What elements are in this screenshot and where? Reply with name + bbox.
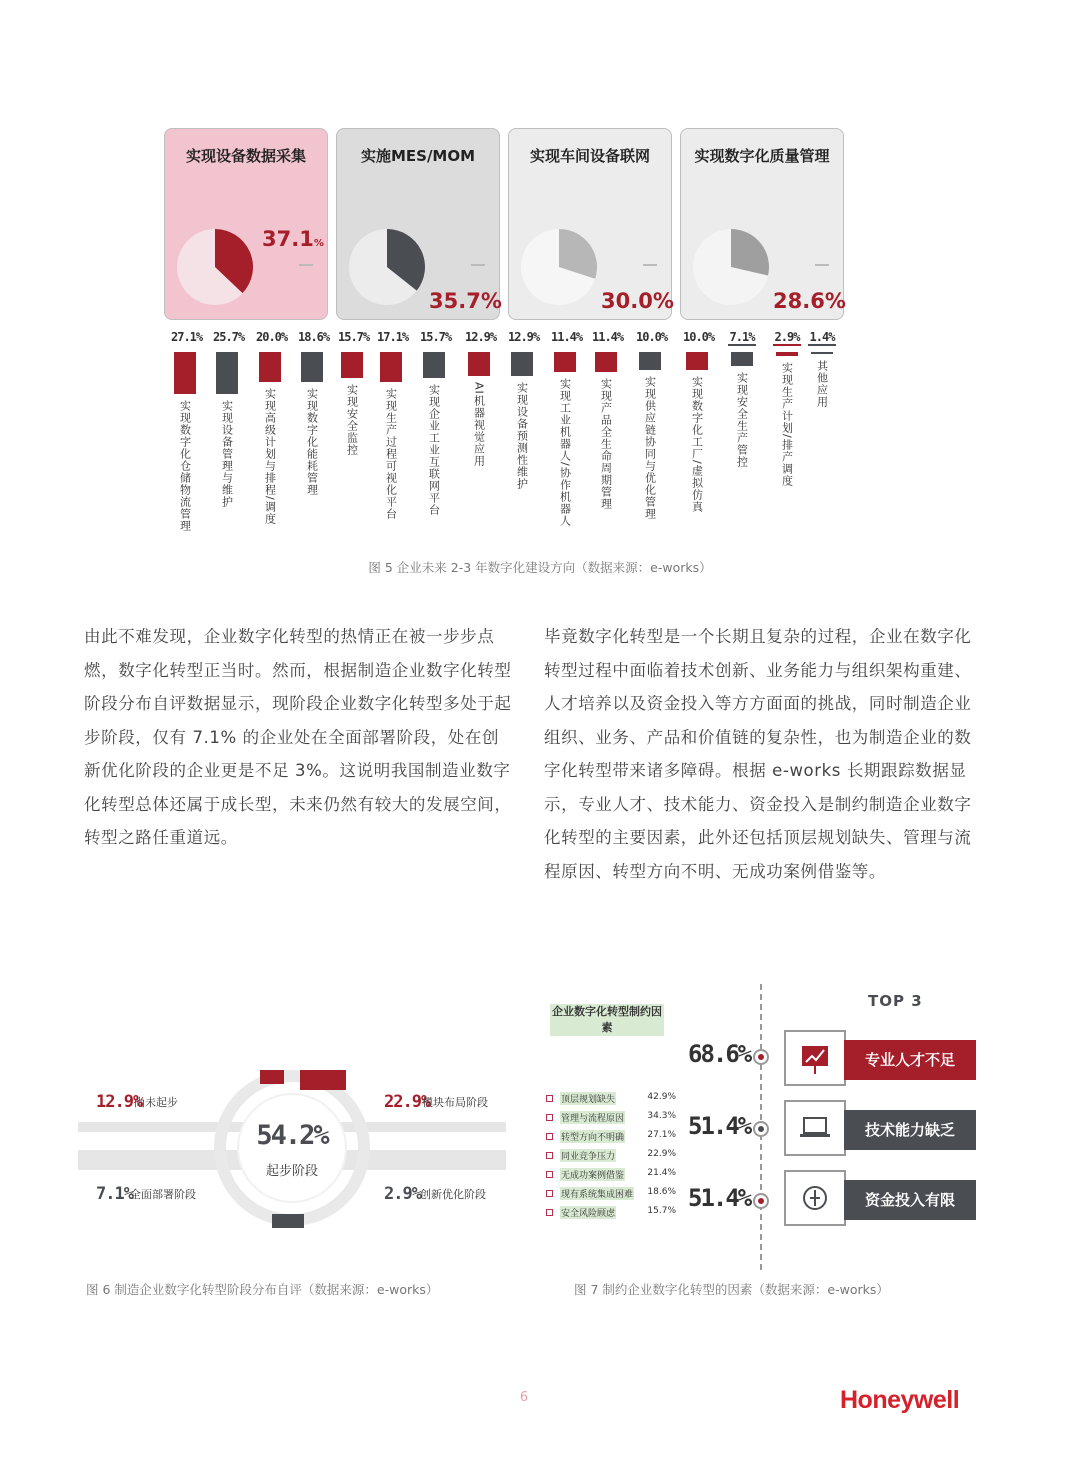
bar-label: 实现数字化工厂/虚拟仿真	[690, 376, 704, 513]
stage-full-deploy-pct: 7.1%	[96, 1184, 133, 1204]
bar-percent: 12.9%	[465, 330, 497, 344]
factor-row	[546, 1130, 676, 1144]
top3-node	[753, 1193, 769, 1209]
bar-percent: 15.7%	[420, 330, 452, 344]
fig6-ring-segment-b	[300, 1070, 346, 1090]
bar-rect	[423, 352, 445, 378]
top2-percent: 51.4%	[688, 1112, 751, 1140]
bar-label: 实现数字化仓储物流管理	[178, 400, 192, 532]
bar-percent: 12.9%	[508, 330, 540, 344]
bar-item	[465, 330, 497, 517]
factor-row	[546, 1168, 676, 1182]
bar-rect	[639, 352, 661, 370]
factor-marker	[546, 1114, 553, 1121]
bar-label: 实现供应链协同与优化管理	[643, 376, 657, 520]
factor-value: 42.9%	[647, 1092, 676, 1102]
card-dash	[471, 264, 485, 266]
factor-value: 34.3%	[647, 1111, 676, 1121]
bar-label: 实现生产计划/排产调度	[780, 362, 794, 487]
bar-item	[338, 330, 370, 519]
top3-box	[784, 1170, 976, 1226]
bar-label: 实现数字化能耗管理	[305, 388, 319, 496]
top2-box	[784, 1100, 976, 1156]
card-percent: 37.1%	[262, 227, 324, 251]
factor-value: 22.9%	[647, 1149, 676, 1159]
bar-label: 实现安全生产管控	[735, 372, 749, 468]
bar-percent: 7.1%	[729, 330, 755, 344]
bar-label: 实现生产过程可视化平台	[384, 388, 398, 520]
factor-value: 21.4%	[647, 1168, 676, 1178]
bar-rect	[511, 352, 533, 376]
bar-item	[773, 330, 801, 512]
bar-item	[508, 330, 540, 547]
bar-label: 实现产品全生命周期管理	[599, 378, 613, 510]
bar-rect	[341, 352, 363, 378]
stage-innovation-pct: 2.9%	[384, 1184, 421, 1204]
bar-rect	[776, 352, 798, 356]
bar-item	[213, 330, 245, 510]
card-workshop-network	[508, 128, 672, 320]
laptop-icon	[784, 1100, 846, 1156]
card-pie	[347, 227, 427, 307]
card-percent: 35.7%	[429, 289, 502, 313]
bar-label: 实现安全监控	[345, 384, 359, 456]
fig6-ring-segment-c	[272, 1214, 304, 1228]
factor-value: 18.6%	[647, 1187, 676, 1197]
card-dash	[815, 264, 829, 266]
top3-label: 资金投入有限	[844, 1180, 976, 1220]
stage-not-started-pct: 12.9%	[96, 1092, 143, 1112]
factor-name: 管理与流程原因	[560, 1111, 625, 1124]
bar-rect	[731, 352, 753, 366]
card-pie	[519, 227, 599, 307]
fig6-center-percent: 54.2%	[256, 1120, 328, 1151]
factor-name: 顶层规划缺失	[560, 1092, 616, 1105]
bar-item	[377, 330, 409, 563]
card-pie	[691, 227, 771, 307]
bar-percent: 11.4%	[592, 330, 624, 344]
bar-percent: 17.1%	[377, 330, 409, 344]
stage-module-label: 模块布局阶段	[422, 1096, 488, 1109]
fig7-title: 企业数字化转型制约因素	[552, 1005, 662, 1034]
honeywell-logo: Honeywell	[840, 1386, 960, 1414]
bar-item	[808, 330, 836, 450]
card-title: 实施MES/MOM	[360, 147, 476, 165]
top2-label: 技术能力缺乏	[844, 1110, 976, 1150]
top2-node	[753, 1121, 769, 1137]
card-device-data-collection	[164, 128, 328, 320]
factor-marker	[546, 1152, 553, 1159]
card-quality-management	[680, 128, 844, 320]
bar-item	[728, 330, 756, 492]
bar-label: 实现设备管理与维护	[220, 400, 234, 508]
bar-rect	[216, 352, 238, 394]
factor-row	[546, 1187, 676, 1201]
top1-label: 专业人才不足	[844, 1040, 976, 1080]
bar-percent: 25.7%	[213, 330, 245, 344]
factor-name: 同业竞争压力	[560, 1149, 616, 1162]
fig7-top-label: TOP 3	[868, 992, 923, 1010]
factor-marker	[546, 1133, 553, 1140]
card-percent: 28.6%	[773, 289, 846, 313]
factor-row	[546, 1111, 676, 1125]
stage-not-started-label: 尚未起步	[134, 1096, 178, 1109]
body-paragraph-right: 毕竟数字化转型是一个长期且复杂的过程，企业在数字化转型过程中面临着技术创新、业务能力与组织架构重建、人才培养以及资金投入等方方面面的挑战，同时制造企业组织、业务、产品和价值链的复杂性，也为制造企业的数字化转型带来诸多障碍。根据 e-works 长期跟踪数据显示，专业人才、技术能力、资金投入是制约制造企业数字化转型的主要因素，此外还包括顶层规划缺失、管理与流程原因、转型方向不明、无成功案例借鉴等。	[544, 627, 972, 881]
factor-row	[546, 1092, 676, 1106]
bar-item	[171, 330, 203, 555]
factor-name: 现有系统集成困难	[560, 1187, 634, 1200]
bar-percent: 18.6%	[298, 330, 330, 344]
bar-percent: 15.7%	[338, 330, 370, 344]
bar-rect	[554, 352, 576, 372]
bar-percent: 10.0%	[636, 330, 668, 344]
card-pie	[175, 227, 255, 307]
card-dash	[299, 264, 313, 266]
factor-marker	[546, 1171, 553, 1178]
bar-rect	[686, 352, 708, 370]
bar-label: 实现工业机器人/协作机器人	[558, 378, 572, 527]
stage-innovation-label: 创新优化阶段	[420, 1188, 486, 1201]
factor-row	[546, 1206, 676, 1220]
bar-percent: 20.0%	[256, 330, 288, 344]
fig7-caption: 图 7 制约企业数字化转型的因素（数据来源：e-works）	[574, 1282, 889, 1297]
card-title: 实现车间设备联网	[529, 147, 650, 165]
factor-marker	[546, 1209, 553, 1216]
bar-rect	[259, 352, 281, 382]
top1-box	[784, 1030, 976, 1086]
fig6-caption: 图 6 制造企业数字化转型阶段分布自评（数据来源：e-works）	[86, 1282, 439, 1297]
bar-rect	[811, 352, 833, 354]
factor-name: 无成功案例借鉴	[560, 1168, 625, 1181]
bar-item	[551, 330, 583, 588]
factor-value: 27.1%	[647, 1130, 676, 1140]
presentation-icon	[784, 1030, 846, 1086]
bar-item	[298, 330, 330, 518]
factor-name: 安全风险顾虑	[560, 1206, 616, 1219]
bar-percent: 2.9%	[774, 330, 800, 344]
bar-label: 实现设备预测性维护	[515, 382, 529, 490]
bar-label: 实现企业工业互联网平台	[427, 384, 441, 516]
card-title: 实现数字化质量管理	[694, 147, 830, 165]
card-title: 实现设备数据采集	[185, 147, 306, 165]
stage-full-deploy-label: 全面部署阶段	[130, 1188, 196, 1201]
bar-item	[683, 330, 715, 551]
bar-rect	[468, 352, 490, 376]
top1-node	[753, 1049, 769, 1065]
bar-rect	[301, 352, 323, 382]
fig6-center-label: 起步阶段	[265, 1164, 318, 1179]
bar-label: 其他应用	[815, 360, 829, 408]
bar-percent: 11.4%	[551, 330, 583, 344]
factor-value: 15.7%	[647, 1206, 676, 1216]
bar-item	[636, 330, 668, 526]
stage-module-pct: 22.9%	[384, 1092, 431, 1112]
bar-percent: 10.0%	[683, 330, 715, 344]
card-mes-mom	[336, 128, 500, 320]
factor-row	[546, 1149, 676, 1163]
bar-label: 实现高级计划与排程/调度	[263, 388, 277, 525]
card-percent: 30.0%	[601, 289, 674, 313]
bar-percent: 1.4%	[809, 330, 835, 344]
bar-item	[420, 330, 452, 554]
factor-marker	[546, 1095, 553, 1102]
bar-item	[592, 330, 624, 548]
body-paragraph-left: 由此不难发现，企业数字化转型的热情正在被一步步点燃，数字化转型正当时。然而，根据制造企业数字化转型阶段分布自评数据显示，现阶段企业数字化转型多处于起步阶段，仅有 7.1% 的企业处在全面部署阶段，处在创新优化阶段的企业更是不足 3%。这说明我国制造业数字化转型总体还属于成长型，未来仍然有较大的发展空间，转型之路任重道远。	[84, 627, 512, 847]
top1-percent: 68.6%	[688, 1040, 751, 1068]
bar-percent: 27.1%	[171, 330, 203, 344]
bar-label: AI机器视觉应用	[472, 382, 486, 467]
bar-rect	[595, 352, 617, 372]
fig6-ring-segment-a	[260, 1070, 284, 1084]
top3-percent: 51.4%	[688, 1184, 751, 1212]
bar-item	[256, 330, 288, 573]
money-icon	[784, 1170, 846, 1226]
fig5-caption: 图 5 企业未来 2-3 年数字化建设方向（数据来源：e-works）	[368, 560, 712, 575]
factor-name: 转型方向不明确	[560, 1130, 625, 1143]
bar-rect	[380, 352, 402, 382]
card-dash	[643, 264, 657, 266]
page-number: 6	[519, 1390, 529, 1405]
factor-marker	[546, 1190, 553, 1197]
bar-rect	[174, 352, 196, 394]
